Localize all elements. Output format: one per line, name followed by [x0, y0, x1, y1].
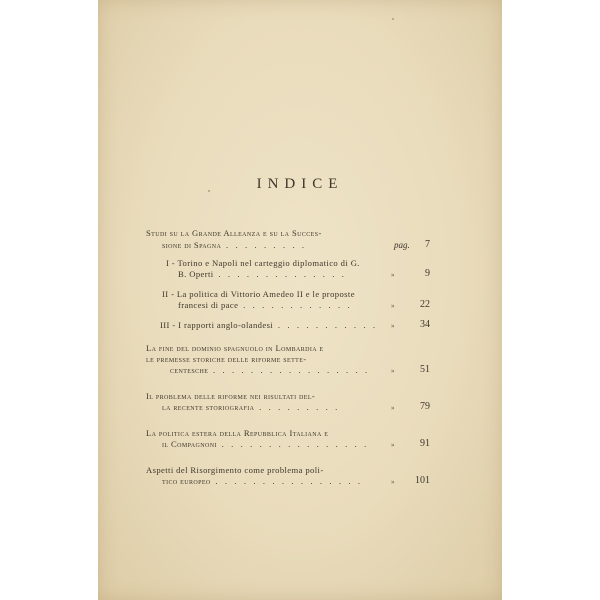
- entry-line: le premesse storiche delle riforme sette-: [146, 354, 307, 364]
- entry-line: Aspetti del Risorgimento come problema poli-: [146, 465, 324, 475]
- page-number: 9: [425, 268, 430, 279]
- subentry-line: I - Torino e Napoli nel carteggio diplomatico di G.: [166, 258, 360, 268]
- page-number: 51: [420, 364, 430, 375]
- entry-line: La politica estera della Repubblica Italiana e: [146, 428, 329, 438]
- entry-line: centesche . . . . . . . . . . . . . . . . .: [170, 365, 370, 375]
- entry-line: sione di Spagna . . . . . . . . .: [162, 240, 307, 250]
- entry-line: Il problema delle riforme nei risultati del-: [146, 391, 316, 401]
- entry-line: la recente storiografia . . . . . . . . .: [162, 402, 340, 412]
- page-marker: pag.: [394, 240, 410, 250]
- entry-line-text: III - I rapporti anglo-olandesi: [160, 320, 274, 330]
- page-marker: »: [391, 441, 395, 449]
- page-number: 22: [420, 299, 430, 310]
- book-page: [98, 0, 502, 600]
- page-number: 91: [420, 438, 430, 449]
- entry-line: La fine del dominio spagnuolo in Lombardia e: [146, 343, 324, 353]
- page-marker: »: [391, 271, 395, 279]
- entry-line: il Compagnoni . . . . . . . . . . . . . . . .: [162, 439, 369, 449]
- subentry-line: francesi di pace . . . . . . . . . . . .: [178, 300, 353, 310]
- page-marker: »: [391, 322, 395, 330]
- entry-line: Studi su la Grande Alleanza e su la Succes-: [146, 228, 322, 238]
- page-number: 34: [420, 319, 430, 330]
- entry-line-text: francesi di pace: [178, 300, 239, 310]
- entry-line: tico europeo . . . . . . . . . . . . . . . .: [162, 476, 363, 486]
- page-number: 79: [420, 401, 430, 412]
- index-title: INDICE: [256, 176, 344, 192]
- entry-line-text: il Compagnoni: [162, 439, 217, 449]
- page-number: 7: [425, 239, 430, 250]
- subentry-line: III - I rapporti anglo-olandesi . . . . . . . . . . .: [160, 320, 378, 330]
- page-marker: »: [391, 478, 395, 486]
- page-number: 101: [415, 475, 430, 486]
- subentry-line: B. Operti . . . . . . . . . . . . . .: [178, 269, 347, 279]
- subentry-line: II - La politica di Vittorio Amedeo II e le proposte: [162, 289, 355, 299]
- entry-line-text: B. Operti: [178, 269, 214, 279]
- page-marker: »: [391, 367, 395, 375]
- entry-line-text: sione di Spagna: [162, 240, 222, 250]
- page-marker: »: [391, 404, 395, 412]
- entry-line-text: la recente storiografia: [162, 402, 255, 412]
- page-marker: »: [391, 302, 395, 310]
- entry-line-text: tico europeo: [162, 476, 211, 486]
- entry-line-text: centesche: [170, 365, 209, 375]
- paper-speck: [392, 18, 394, 20]
